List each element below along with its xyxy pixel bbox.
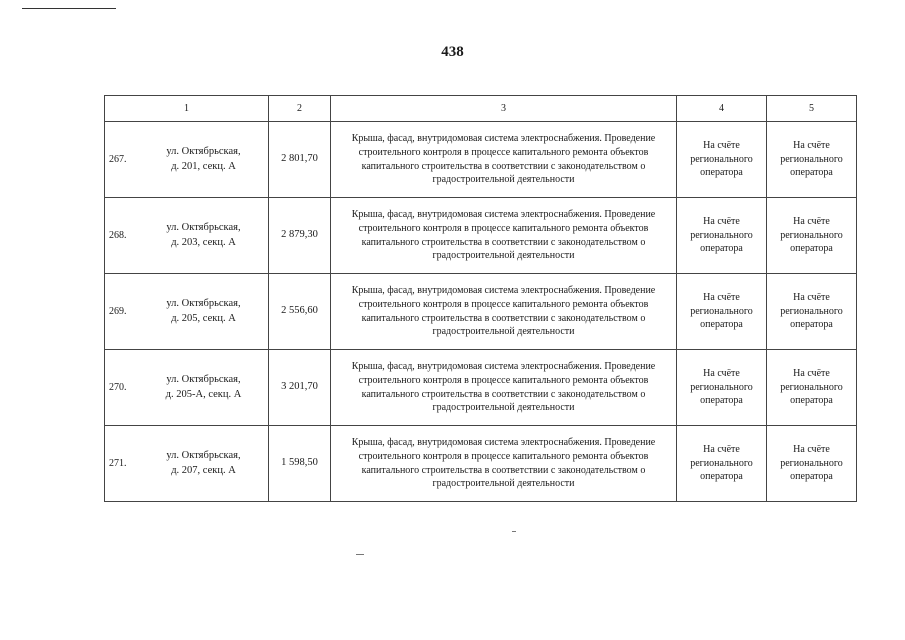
street-name: ул. Октябрьская, xyxy=(166,374,241,386)
works-description-cell: Крыша, фасад, внутридомовая система электроснабжения. Проведение строительного контроля в процессе капитального ремонта объектов капитального строительства в соответствии с законодательством о градостроительной деятельности xyxy=(331,350,677,426)
row-number: 271. xyxy=(109,457,127,469)
column-header-2: 2 xyxy=(269,96,331,122)
account-cell: На счёте регионального оператора xyxy=(677,198,767,274)
house-number: д. 201, секц. А xyxy=(171,160,236,172)
works-description-cell: Крыша, фасад, внутридомовая система электроснабжения. Проведение строительного контроля в процессе капитального ремонта объектов капитального строительства в соответствии с законодательством о градостроительной деятельности xyxy=(331,122,677,198)
fund-cell: На счёте регионального оператора xyxy=(767,274,857,350)
area-cell: 2 556,60 xyxy=(269,274,331,350)
fund-cell: На счёте регионального оператора xyxy=(767,198,857,274)
row-number: 269. xyxy=(109,305,127,317)
street-name: ул. Октябрьская, xyxy=(166,450,241,462)
row-number: 268. xyxy=(109,229,127,241)
house-number: д. 207, секц. А xyxy=(171,464,236,476)
area-cell: 2 879,30 xyxy=(269,198,331,274)
street-name: ул. Октябрьская, xyxy=(166,298,241,310)
table-row xyxy=(105,426,857,502)
address-cell xyxy=(105,274,269,350)
page-number: 438 xyxy=(441,44,464,60)
fund-cell: На счёте регионального оператора xyxy=(767,350,857,426)
address-cell xyxy=(105,426,269,502)
column-header-5: 5 xyxy=(767,96,857,122)
table-row xyxy=(105,122,857,198)
table-row xyxy=(105,198,857,274)
house-number: д. 203, секц. А xyxy=(171,236,236,248)
address-cell xyxy=(105,122,269,198)
account-cell: На счёте регионального оператора xyxy=(677,122,767,198)
area-cell: 3 201,70 xyxy=(269,350,331,426)
table-header-row xyxy=(105,96,857,122)
scan-mark xyxy=(512,531,516,532)
works-description-cell: Крыша, фасад, внутридомовая система электроснабжения. Проведение строительного контроля в процессе капитального ремонта объектов капитального строительства в соответствии с законодательством о градостроительной деятельности xyxy=(331,274,677,350)
fund-cell: На счёте регионального оператора xyxy=(767,426,857,502)
row-number: 267. xyxy=(109,153,127,165)
fund-cell: На счёте регионального оператора xyxy=(767,122,857,198)
account-cell: На счёте регионального оператора xyxy=(677,426,767,502)
row-number: 270. xyxy=(109,381,127,393)
works-description-cell: Крыша, фасад, внутридомовая система электроснабжения. Проведение строительного контроля в процессе капитального ремонта объектов капитального строительства в соответствии с законодательством о градостроительной деятельности xyxy=(331,198,677,274)
address-cell xyxy=(105,350,269,426)
column-header-1: 1 xyxy=(105,96,269,122)
column-header-3: 3 xyxy=(331,96,677,122)
street-name: ул. Октябрьская, xyxy=(166,222,241,234)
address-cell xyxy=(105,198,269,274)
house-number: д. 205-А, секц. А xyxy=(165,388,242,400)
house-number: д. 205, секц. А xyxy=(171,312,236,324)
street-name: ул. Октябрьская, xyxy=(166,146,241,158)
column-header-4: 4 xyxy=(677,96,767,122)
works-description-cell: Крыша, фасад, внутридомовая система электроснабжения. Проведение строительного контроля в процессе капитального ремонта объектов капитального строительства в соответствии с законодательством о градостроительной деятельности xyxy=(331,426,677,502)
account-cell: На счёте регионального оператора xyxy=(677,274,767,350)
area-cell: 1 598,50 xyxy=(269,426,331,502)
header-rule xyxy=(22,8,116,9)
table-row xyxy=(105,350,857,426)
account-cell: На счёте регионального оператора xyxy=(677,350,767,426)
table-row xyxy=(105,274,857,350)
scan-mark xyxy=(356,554,364,555)
capital-repair-table xyxy=(104,95,857,502)
area-cell: 2 801,70 xyxy=(269,122,331,198)
